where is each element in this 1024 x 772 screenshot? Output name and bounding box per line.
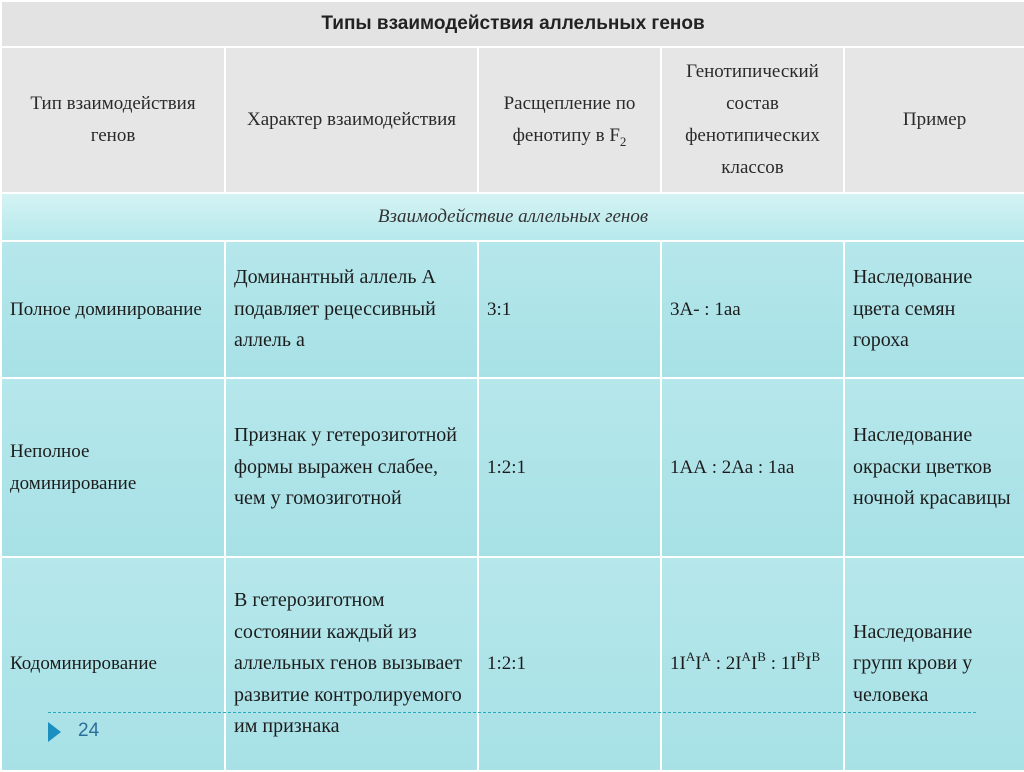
- table-row: [1, 241, 1024, 378]
- cell-split: 1:2:1: [478, 378, 661, 557]
- cell-example: Наследование групп крови у человека: [844, 557, 1024, 771]
- header-type: Тип взаимодействия генов: [1, 47, 225, 193]
- table-row: [1, 557, 1024, 771]
- genotype-sup: B: [796, 648, 806, 664]
- cell-character: В гетерозиготном состоянии каждый из аллельных генов вызывает развитие контролируемого им признака: [225, 557, 478, 771]
- genotype-sup: A: [701, 648, 711, 664]
- table-header-row: [1, 47, 1024, 193]
- genotype-part: I: [695, 653, 702, 675]
- genotype-part: 1I: [670, 653, 686, 675]
- section-title: Взаимодействие аллельных генов: [1, 193, 1024, 241]
- section-row: [1, 193, 1024, 241]
- header-genotype: Генотипический состав фенотипических классов: [661, 47, 844, 193]
- cell-type: Полное доминирование: [1, 241, 225, 378]
- cell-character: Доминантный аллель А подавляет рецессивный аллель а: [225, 241, 478, 378]
- genotype-sup: A: [685, 648, 696, 664]
- cell-example: Наследование окраски цветков ночной красавицы: [844, 378, 1024, 557]
- genotype-sup: A: [741, 648, 751, 664]
- footer-divider: [48, 712, 976, 713]
- genotype-part: : 2I: [710, 653, 742, 675]
- cell-type: Кодоминирование: [1, 557, 225, 771]
- genotype-sup: B: [757, 648, 766, 664]
- genotype-sup: B: [811, 648, 821, 664]
- cell-genotype: 1АА : 2Аа : 1аа: [661, 378, 844, 557]
- genotype-part: I: [750, 653, 758, 675]
- genotype-part: : 1I: [765, 653, 797, 675]
- table-row: [1, 378, 1024, 557]
- header-split: [478, 47, 661, 193]
- header-split-text: Расщепление по фенотипу в F: [503, 93, 636, 146]
- cell-type: Неполное доминирование: [1, 378, 225, 557]
- cell-split: 3:1: [478, 241, 661, 378]
- header-character: Характер взаимодействия: [225, 47, 478, 193]
- genotype-part: I: [805, 653, 812, 675]
- cell-genotype: 3А- : 1аа: [661, 241, 844, 378]
- table-title: Типы взаимодействия аллельных генов: [1, 1, 1024, 47]
- cell-character: Признак у гетерозиготной формы выражен слабее, чем у гомозиготной: [225, 378, 478, 557]
- header-split-subscript: 2: [619, 133, 627, 149]
- cell-split: 1:2:1: [478, 557, 661, 771]
- triangle-marker-icon: [48, 722, 61, 742]
- slide-number: 24: [78, 720, 100, 741]
- cell-example: Наследование цвета семян гороха: [844, 241, 1024, 378]
- cell-genotype: [661, 557, 844, 771]
- table-title-row: [1, 1, 1024, 47]
- header-example: Пример: [844, 47, 1024, 193]
